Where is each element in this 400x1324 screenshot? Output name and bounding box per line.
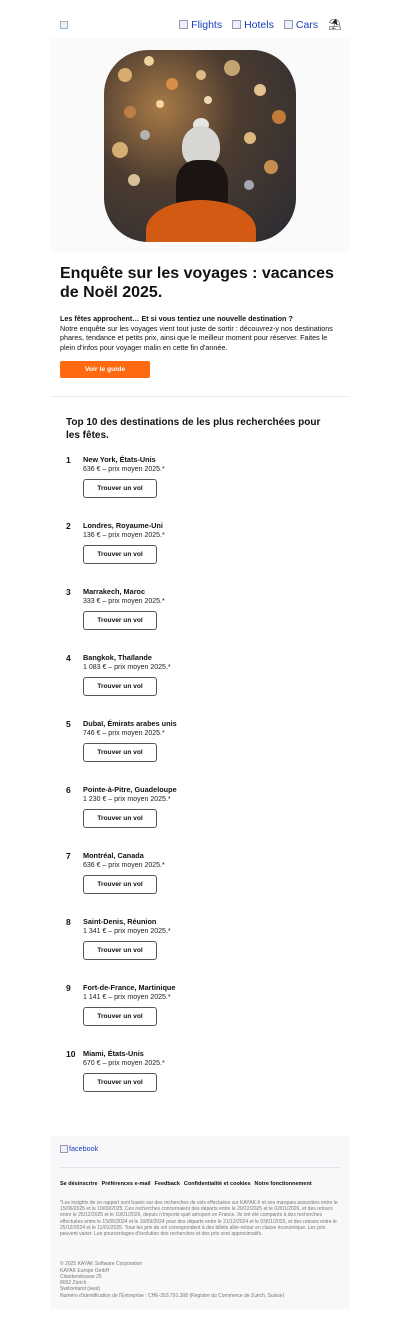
nav-link-label: Flights	[191, 18, 223, 31]
destination-details	[83, 782, 334, 848]
top10-section	[50, 397, 350, 1112]
footer	[50, 1136, 350, 1309]
destination-name: Dubaï, Émirats arabes unis	[83, 719, 177, 728]
destination-rank: 1	[66, 455, 71, 465]
find-flight-button[interactable]: Trouver un vol	[83, 941, 157, 960]
destination-item	[66, 848, 334, 914]
footer-link[interactable]: Se désinscrire	[60, 1181, 98, 1187]
destination-price: 670 € – prix moyen 2025.*	[83, 1060, 165, 1067]
headline: Enquête sur les voyages : vacances de Noël 2025.	[60, 265, 334, 301]
address-line: © 2025 KAYAK Software Corporation	[60, 1261, 143, 1268]
hero-image[interactable]	[104, 50, 296, 242]
destination-name: New York, États-Unis	[83, 455, 156, 464]
find-flight-button[interactable]: Trouver un vol	[83, 545, 157, 564]
broken-image-icon	[232, 20, 241, 29]
destination-rank: 2	[66, 521, 71, 531]
address-line: Numéro d'identification de l'Entreprise : CHE-353.791.308 (Registre du Commerce de Zurich, Suisse)	[60, 1292, 285, 1299]
destination-price: 333 € – prix moyen 2025.*	[83, 598, 165, 605]
destination-rank: 7	[66, 851, 71, 861]
footer-links	[60, 1181, 340, 1187]
destination-details	[83, 980, 334, 1046]
destination-name: Marrakech, Maroc	[83, 587, 146, 596]
beach-umbrella-icon[interactable]: ⛱	[328, 19, 342, 31]
destination-item	[66, 914, 334, 980]
destination-item	[66, 584, 334, 650]
destination-rank: 6	[66, 785, 71, 795]
destination-name: Pointe-à-Pitre, Guadeloupe	[83, 785, 177, 794]
nav-link-flights[interactable]	[179, 19, 222, 31]
destination-rank: 9	[66, 983, 71, 993]
find-flight-button[interactable]: Trouver un vol	[83, 611, 157, 630]
destination-rank: 5	[66, 719, 71, 729]
address-line: Clandenstrasse 25	[60, 1273, 102, 1280]
footer-link[interactable]: Préférences e-mail	[101, 1181, 151, 1187]
destination-price: 746 € – prix moyen 2025.*	[83, 730, 165, 737]
destination-name: Londres, Royaume-Uni	[83, 521, 163, 530]
destination-item	[66, 452, 334, 518]
nav-link-hotels[interactable]	[232, 19, 274, 31]
footer-link[interactable]: Confidentialité et cookies	[183, 1181, 251, 1187]
intro-lead: Les fêtes approchent… Et si vous tentiez une nouvelle destination ?	[60, 314, 293, 323]
destination-rank: 8	[66, 917, 71, 927]
destination-item	[66, 650, 334, 716]
destination-name: Miami, États-Unis	[83, 1049, 144, 1058]
destination-price: 1 341 € – prix moyen 2025.*	[83, 928, 171, 935]
intro-text	[50, 302, 350, 352]
disclaimer: *Les insights de ce rapport sont basés sur des recherches de vols effectuées sur KAYAK.fr et ses marques associées entre le 15/06/2025 et le 10/09/2025. Ces recherches concernaient des départs entre le 20/12/2025 et le 02/01/2026, et des retours entre le 25/12/2025 et le 10/01/2026, depuis n'importe quel aéroport en France. Ils ont été comparés à des recherches effectuées entre le 15/06/2024 et le 10/09/2024 pour des départs entre le 21/12/2024 et le 03/01/2025, et des retours entre le 25/12/2024 et le 11/01/2025. Tous les prix de vol correspondent à des billets aller-retour en classe économique. Les prix peuvent varier. Les pourcentages d'évolution des recherches et des prix sont approximatifs.	[60, 1200, 338, 1238]
broken-image-icon	[284, 20, 293, 29]
top-navigation	[50, 0, 350, 38]
destination-rank: 3	[66, 587, 71, 597]
find-flight-button[interactable]: Trouver un vol	[83, 875, 157, 894]
hero-section	[50, 38, 350, 252]
facebook-label: facebook	[69, 1144, 99, 1153]
destination-name: Saint-Denis, Réunion	[83, 917, 157, 926]
email-container	[50, 0, 350, 1309]
destination-details	[83, 1046, 334, 1112]
find-flight-button[interactable]: Trouver un vol	[83, 1073, 157, 1092]
address-line: KAYAK Europe GmbH	[60, 1267, 110, 1274]
destination-name: Bangkok, Thaïlande	[83, 653, 152, 662]
nav-link-label: Hotels	[244, 18, 274, 31]
destination-price: 1 141 € – prix moyen 2025.*	[83, 994, 171, 1001]
find-flight-button[interactable]: Trouver un vol	[83, 743, 157, 762]
destination-price: 1 230 € – prix moyen 2025.*	[83, 796, 171, 803]
top10-title: Top 10 des destinations de les plus recherchées pour les fêtes.	[66, 417, 321, 441]
intro-body: Notre enquête sur les voyages vient tout juste de sortir : découvrez-y nos destinations phares, tendance et petits prix, ainsi que le meilleur moment pour réserver. Faites le plein d'infos pour voyager malin en cette fin d'année.	[60, 323, 333, 352]
destination-rank: 4	[66, 653, 71, 663]
destination-details	[83, 518, 334, 584]
destination-details	[83, 452, 334, 518]
find-flight-button[interactable]: Trouver un vol	[83, 479, 157, 498]
destination-details	[83, 584, 334, 650]
nav-link-cars[interactable]	[284, 19, 318, 31]
find-flight-button[interactable]: Trouver un vol	[83, 677, 157, 696]
destination-details	[83, 650, 334, 716]
destination-item	[66, 782, 334, 848]
view-guide-button[interactable]: Voir le guide	[60, 361, 150, 378]
facebook-link[interactable]	[60, 1144, 340, 1153]
find-flight-button[interactable]: Trouver un vol	[83, 809, 157, 828]
destination-price: 636 € – prix moyen 2025.*	[83, 862, 165, 869]
address-line: 8002 Zürich	[60, 1280, 87, 1287]
footer-link[interactable]: Notre fonctionnement	[254, 1181, 312, 1187]
destination-details	[83, 848, 334, 914]
destination-list	[66, 452, 334, 1112]
destination-name: Montréal, Canada	[83, 851, 144, 860]
kayak-logo-broken-image-icon[interactable]	[60, 21, 68, 29]
nav-links	[179, 18, 342, 31]
destination-price: 1 083 € – prix moyen 2025.*	[83, 664, 171, 671]
destination-item	[66, 1046, 334, 1112]
destination-price: 136 € – prix moyen 2025.*	[83, 532, 165, 539]
destination-name: Fort-de-France, Martinique	[83, 983, 176, 992]
find-flight-button[interactable]: Trouver un vol	[83, 1007, 157, 1026]
destination-details	[83, 716, 334, 782]
footer-link[interactable]: Feedback	[154, 1181, 180, 1187]
destination-item	[66, 980, 334, 1046]
address-line: Switzerland (seat)	[60, 1286, 101, 1293]
destination-item	[66, 518, 334, 584]
destination-rank: 10	[66, 1049, 76, 1059]
nav-link-label: Cars	[295, 18, 319, 31]
company-address	[60, 1261, 340, 1299]
destination-details	[83, 914, 334, 980]
destination-item	[66, 716, 334, 782]
broken-image-icon	[60, 1145, 68, 1153]
broken-image-icon	[179, 20, 188, 29]
footer-divider	[60, 1167, 340, 1168]
destination-price: 636 € – prix moyen 2025.*	[83, 466, 165, 473]
